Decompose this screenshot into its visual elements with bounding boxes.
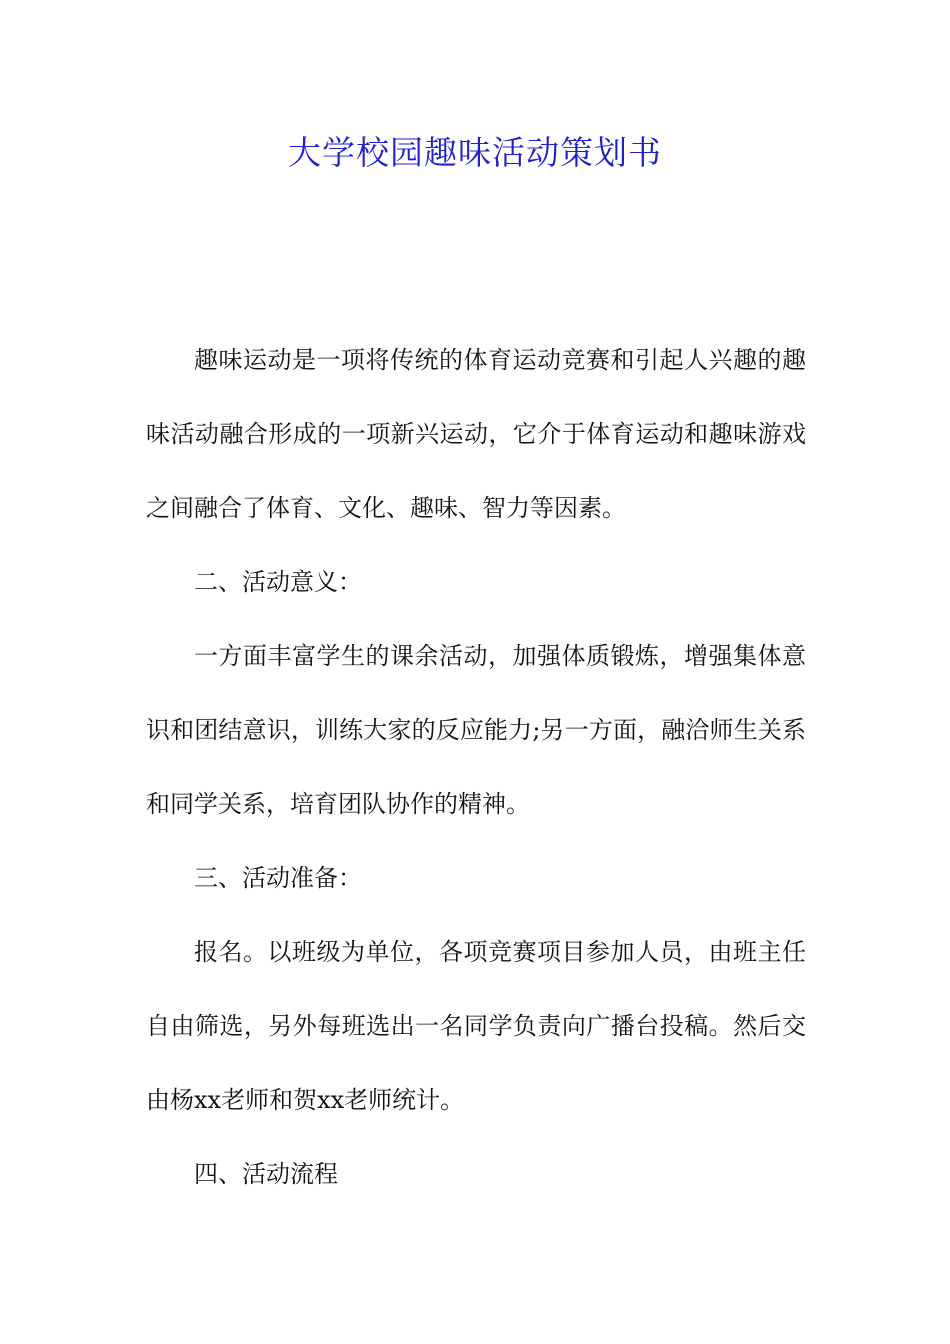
preparation-paragraph: 报名。以班级为单位，各项竞赛项目参加人员，由班主任自由筛选，另外每班选出一名同学负责向广播台投稿。然后交由杨xx老师和贺xx老师统计。 (146, 938, 806, 1114)
document-body (146, 323, 806, 1211)
section-heading-significance: 二、活动意义： (194, 568, 362, 596)
intro-paragraph: 趣味运动是一项将传统的体育运动竞赛和引起人兴趣的趣味活动融合形成的一项新兴运动，它介于体育运动和趣味游戏之间融合了体育、文化、趣味、智力等因素。 (146, 346, 806, 522)
section-heading-process: 四、活动流程 (194, 1160, 338, 1188)
document-title: 大学校园趣味活动策划书 (288, 133, 662, 172)
significance-paragraph: 一方面丰富学生的课余活动，加强体质锻炼，增强集体意识和团结意识，训练大家的反应能力;另一方面，融洽师生关系和同学关系，培育团队协作的精神。 (146, 642, 806, 818)
section-heading-preparation: 三、活动准备： (194, 864, 362, 892)
